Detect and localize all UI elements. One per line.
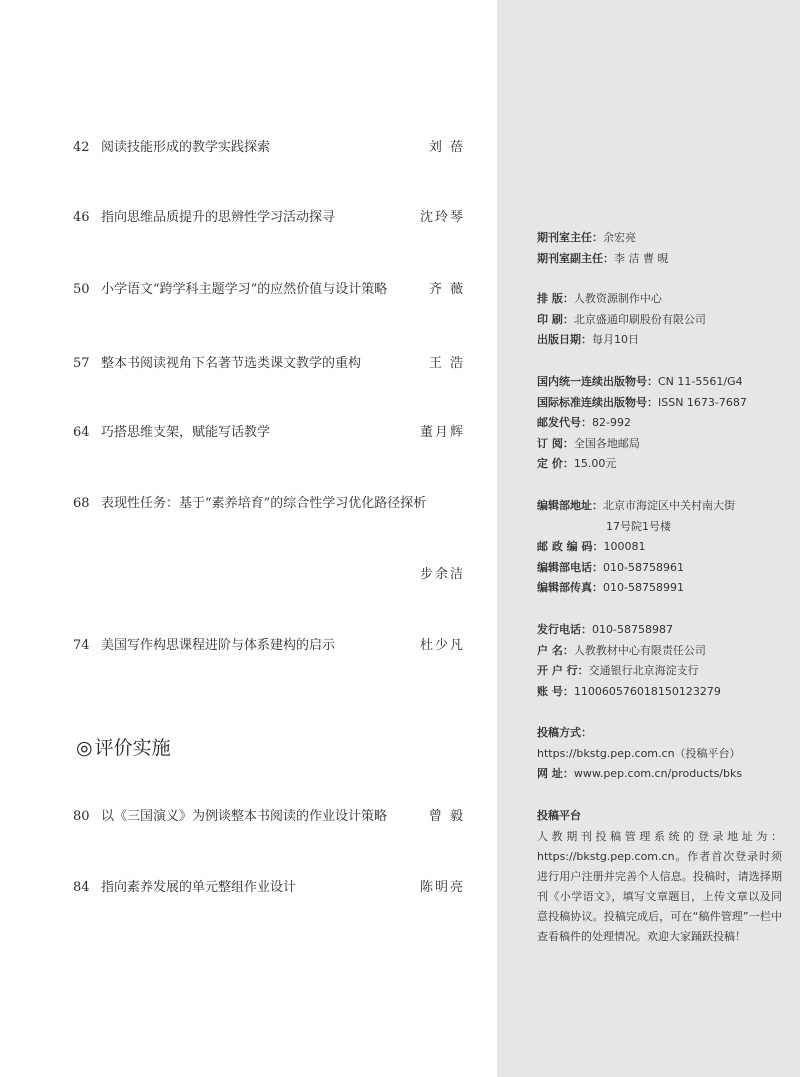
masthead-line: 邮 政 编 码：100081 [537, 540, 646, 553]
masthead-line: 期刊室主任：余宏亮 [537, 231, 636, 244]
toc-page-number: 57 [73, 356, 90, 371]
toc-page-number: 50 [73, 282, 90, 297]
toc-page-number: 46 [73, 210, 90, 225]
toc-author: 齐 薇 [428, 282, 465, 297]
masthead-line: 户 名：人教教材中心有限责任公司 [537, 643, 706, 657]
submission-block [537, 723, 782, 785]
masthead-line: 编辑部传真：010-58758991 [537, 581, 684, 594]
masthead-line: 账 号：110060576018150123279 [537, 684, 721, 698]
toc-author: 陈明亮 [419, 880, 465, 895]
distribution-block [537, 620, 782, 702]
toc-title: 表现性任务：基于“素养培育”的综合性学习优化路径探析 [101, 496, 427, 511]
toc-author: 王 浩 [428, 356, 465, 371]
masthead-line: 邮发代号：82-992 [537, 416, 631, 429]
toc-author: 董月辉 [419, 425, 465, 440]
platform-text: 人教期刊投稿管理系统的登录地址为：https://bkstg.pep.com.cn。作者首次登录时须进行用户注册并完善个人信息。投稿时，请选择期刊《小学语文》，填写文章题目，上传文章以及同意投稿协议。投稿完成后，可在“稿件管理”一栏中查看稿件的处理情况。欢迎大家踊跃投稿！ [537, 829, 782, 943]
masthead-line: 定 价：15.00元 [537, 457, 617, 470]
masthead-line: 订 阅：全国各地邮局 [537, 436, 640, 450]
toc-page-number: 84 [73, 880, 90, 895]
masthead-line: 国际标准连续出版物号：ISSN 1673-7687 [537, 395, 747, 409]
toc-page-number: 42 [73, 140, 90, 155]
toc-title: 指向思维品质提升的思辨性学习活动探寻 [101, 210, 336, 225]
toc-author: 刘 蓓 [428, 140, 465, 155]
masthead-line: 排 版：人教资源制作中心 [537, 292, 662, 305]
masthead-line: 编辑部地址：北京市海淀区中关村南大街 [537, 499, 735, 512]
submission-link[interactable]: https://bkstg.pep.com.cn（投稿平台） [537, 746, 741, 760]
toc-page-number: 74 [73, 638, 90, 653]
toc-author: 杜少凡 [419, 638, 465, 653]
toc-page-number: 80 [73, 809, 90, 824]
publication-block [537, 372, 782, 475]
toc-page-number: 64 [73, 425, 90, 440]
masthead-line: 开 户 行：交通银行北京海淀支行 [537, 664, 699, 677]
masthead-line: 17号院1号楼 [606, 519, 671, 533]
section-mark-icon: ◎ [76, 737, 93, 759]
masthead-line: 期刊室副主任：李 洁 曹 晛 [537, 251, 669, 265]
toc-author: 沈玲琴 [419, 210, 465, 225]
masthead-line: 国内统一连续出版物号：CN 11-5561/G4 [537, 375, 743, 388]
address-block [537, 496, 782, 599]
masthead-line: 出版日期：每月10日 [537, 333, 639, 346]
masthead-line: 编辑部电话：010-58758961 [537, 560, 684, 574]
toc-title: 阅读技能形成的教学实践探索 [101, 140, 271, 155]
toc-title: 整本书阅读视角下名著节选类课文教学的重构 [101, 356, 362, 371]
platform-title: 投稿平台 [537, 809, 581, 822]
masthead-line: 发行电话：010-58758987 [537, 623, 673, 636]
editors-block [537, 228, 782, 269]
section-title: 评价实施 [94, 737, 171, 759]
website-link[interactable]: www.pep.com.cn/products/bks [573, 767, 743, 780]
section-heading [76, 736, 171, 760]
production-block [537, 289, 782, 351]
toc-author: 曾 毅 [428, 809, 465, 824]
platform-block [537, 806, 782, 947]
toc-title: 指向素养发展的单元整组作业设计 [101, 880, 297, 895]
toc-title: 小学语文“跨学科主题学习”的应然价值与设计策略 [101, 282, 388, 297]
masthead-line: 投稿方式： [537, 726, 592, 739]
toc-title: 以《三国演义》为例谈整本书阅读的作业设计策略 [101, 809, 388, 824]
toc-page-number: 68 [73, 496, 90, 511]
toc-title: 巧搭思维支架，赋能写话教学 [101, 425, 271, 440]
masthead-line: 印 刷：北京盛通印刷股份有限公司 [537, 312, 706, 326]
toc-author: 步余洁 [420, 567, 466, 582]
toc-title: 美国写作构思课程进阶与体系建构的启示 [101, 638, 336, 653]
masthead-line: 网 址：www.pep.com.cn/products/bks [537, 767, 743, 780]
